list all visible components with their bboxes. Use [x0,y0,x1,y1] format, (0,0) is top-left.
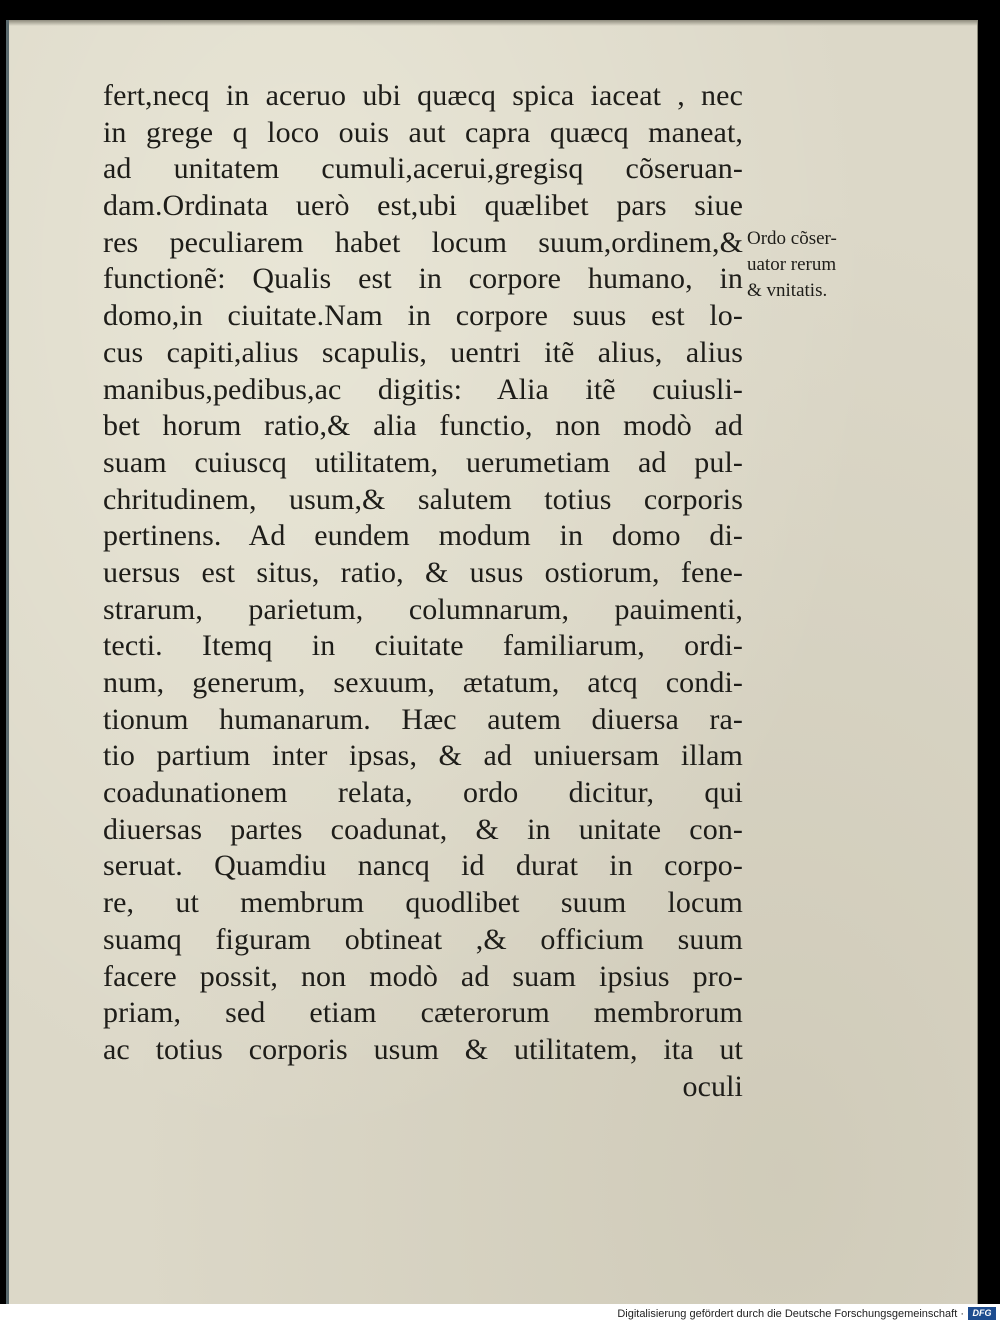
dfg-logo-icon: DFG [968,1307,996,1320]
marginal-note-line: Ordo cõser- [747,228,837,249]
text-line: res peculiarem habet locum suum,ordinem,& [103,225,743,259]
text-line: oculi [682,1069,743,1103]
text-line: manibus,pedibus,ac digitis: Alia itẽ cuiusli- [103,372,743,406]
text-line: re, ut membrum quodlibet suum locum [103,886,743,920]
marginal-note-line: & vnitatis. [747,280,828,301]
funding-notice: Digitalisierung gefördert durch die Deutsche Forschungsgemeinschaft · [617,1308,964,1320]
text-line: tecti. Itemq in ciuitate familiarum, ordi- [103,629,743,663]
text-line: tio partium inter ipsas, & ad uniuersam illam [103,739,743,773]
text-line: suamq figuram obtineat ,& officium suum [103,922,743,956]
text-line: priam, sed etiam cæterorum membrorum [103,996,743,1030]
text-line: pertinens. Ad eundem modum in domo di- [103,519,743,553]
text-line: facere possit, non modò ad suam ipsius pro- [103,959,743,993]
page-edge-shadow [9,20,977,26]
footer-bar [0,1304,1000,1322]
text-line: ad unitatem cumuli,acerui,gregisq cõseruan- [103,152,743,186]
text-line: ac totius corporis usum & utilitatem, ita ut [103,1032,743,1066]
marginal-note [747,226,887,304]
text-line: uersus est situs, ratio, & usus ostiorum, fene- [103,555,743,589]
text-line: chritudinem, usum,& salutem totius corporis [103,482,743,516]
text-line: dam.Ordinata uerò est,ubi quælibet pars siue [103,189,743,223]
text-line: diuersas partes coadunat, & in unitate con- [103,812,743,846]
text-line: strarum, parietum, columnarum, pauimenti, [103,592,743,626]
text-line: fert,necq in aceruo ubi quæcq spica iaceat , nec [103,79,743,112]
text-line: tionum humanarum. Hæc autem diuersa ra- [103,702,743,736]
text-line: seruat. Quamdiu nancq id durat in corpo- [103,849,743,883]
text-line: coadunationem relata, ordo dicitur, qui [103,776,743,810]
text-line: cus capiti,alius scapulis, uentri itẽ alius, alius [103,335,743,369]
marginal-note-line: uator rerum [747,254,837,275]
text-line: suam cuiuscq utilitatem, uerumetiam ad pul- [103,445,743,479]
text-line: in grege q loco ouis aut capra quæcq maneat, [103,115,743,149]
text-line: functionẽ: Qualis est in corpore humano, in [103,262,743,296]
text-line: domo,in ciuitate.Nam in corpore suus est lo- [103,299,743,333]
main-text-block [103,78,743,1105]
text-line: bet horum ratio,& alia functio, non modò ad [103,409,743,443]
text-line: num, generum, sexuum, ætatum, atcq condi- [103,666,743,699]
